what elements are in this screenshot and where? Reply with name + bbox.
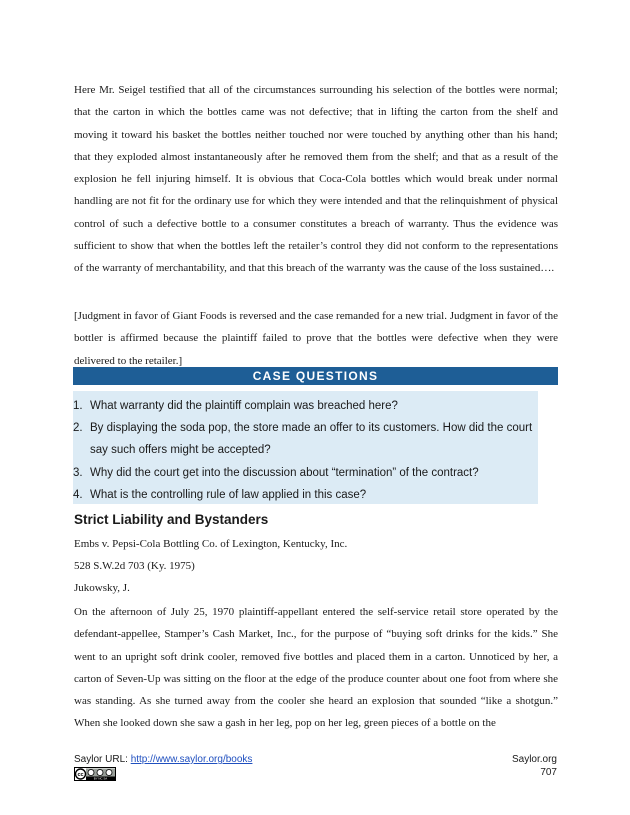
svg-text:cc: cc — [77, 772, 84, 778]
question-number: 2. — [73, 422, 83, 435]
section-heading: Strict Liability and Bystanders — [74, 512, 269, 527]
judge-name: Jukowsky, J. — [74, 582, 130, 594]
case-question-item — [73, 462, 538, 484]
site-name: Saylor.org — [511, 754, 557, 765]
case-name: Embs v. Pepsi-Cola Bottling Co. of Lexington, Kentucky, Inc. — [74, 538, 348, 550]
case-question-item — [73, 417, 538, 461]
license-text: BY NC SA — [93, 776, 108, 781]
case-questions-header: CASE QUESTIONS — [73, 367, 558, 385]
cc-license-icon — [74, 767, 116, 781]
question-text: What is the controlling rule of law applied in this case? — [90, 488, 367, 501]
case-questions-box — [73, 391, 538, 504]
question-number: 1. — [73, 400, 83, 412]
case-question-item — [73, 484, 538, 506]
question-number: 4. — [73, 488, 83, 501]
case-citation: 528 S.W.2d 703 (Ky. 1975) — [74, 560, 195, 572]
footer-source — [74, 753, 252, 766]
question-text: Why did the court get into the discussion about “termination” of the contract? — [90, 466, 479, 479]
question-text: What warranty did the plaintiff complain was breached here? — [90, 400, 398, 412]
judgment-paragraph: [Judgment in favor of Giant Foods is reversed and the case remanded for a new trial. Judgment in favor of the bottler is affirmed because the plaintiff failed to prove that the bottles were defective when they were delivered to the retailer.] — [74, 310, 558, 367]
question-text: By displaying the soda pop, the store made an offer to its customers. How did the court say such offers might be accepted? — [90, 422, 533, 457]
source-link[interactable]: http://www.saylor.org/books — [130, 754, 253, 765]
page-number: 707 — [540, 767, 557, 778]
opinion-paragraph: Here Mr. Seigel testified that all of the circumstances surrounding his selection of the bottles were normal; that the carton in which the bottles came was not defective; that in lifting the carton from the shelf and moving it toward his basket the bottles neither touched nor were touched by anything other than his hand; that they exploded almost instantaneously after he removed them from the shelf; and that as a result of the explosion he fell injuring himself. It is obvious that Coca-Cola bottles which would break under normal handling are not fit for the ordinary use for which they were intended and that the relinquishment of physical control of such a defective bottle to a consumer constitutes a breach of warranty. Thus the evidence was sufficient to show that when the bottles left the retailer’s control they did not conform to the representations of the warranty of merchantability, and that this breach of the warranty was the cause of the loss sustained…. — [74, 84, 558, 275]
opinion-paragraph: On the afternoon of July 25, 1970 plaintiff-appellant entered the self-service retail store operated by the defendant-appellee, Stamper’s Cash Market, Inc., for the purpose of “buying soft drinks for the kids.” She went to an upright soft drink cooler, removed five bottles and placed them in a carton. Unnoticed by her, a carton of Seven-Up was sitting on the floor at the edge of the produce counter about one foot from where she was standing. As she turned away from the cooler she heard an explosion that sounded “like a shotgun.” When she looked down she saw a gash in her leg, pop on her leg, green pieces of a bottle on the — [74, 606, 558, 730]
source-label: Saylor URL: — [74, 754, 131, 765]
question-number: 3. — [73, 466, 83, 479]
case-question-item — [73, 395, 538, 417]
case-questions-list — [73, 395, 538, 506]
footer-right — [512, 753, 557, 779]
